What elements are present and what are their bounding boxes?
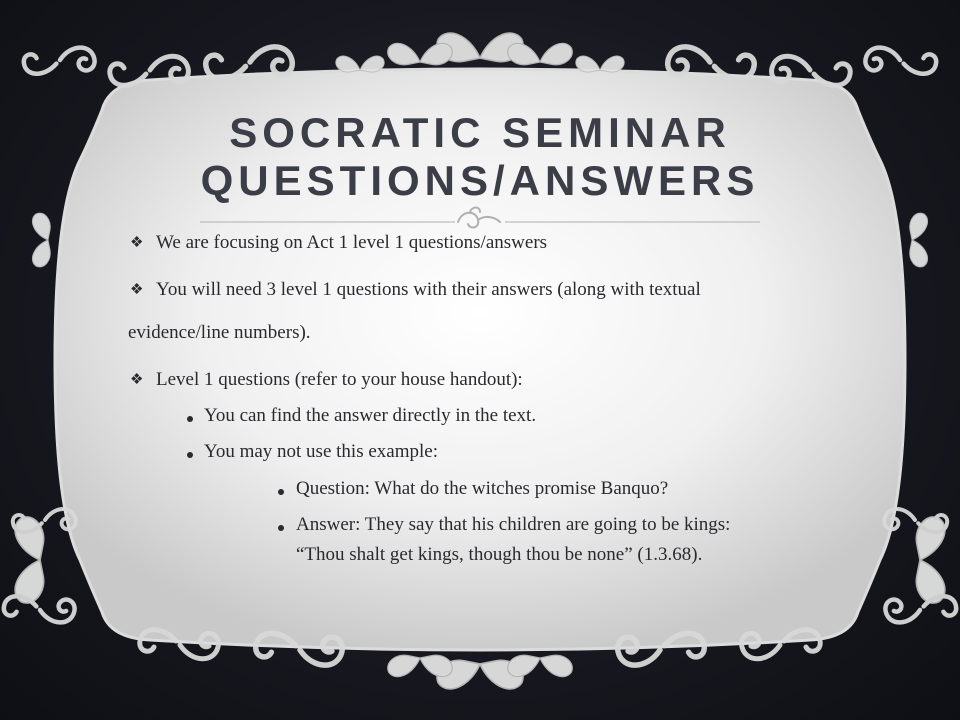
answer-text-line-2: “Thou shalt get kings, though thou be none” (1.3.68).	[296, 544, 703, 565]
round-dot-icon	[187, 416, 193, 422]
round-dot-icon	[278, 489, 284, 495]
slide-title-line-1: SOCRATIC SEMINAR	[229, 109, 731, 156]
four-petal-diamond-icon: ❖	[130, 372, 144, 388]
sub-bullet-1-text: You can find the answer directly in the text.	[204, 405, 537, 426]
sub-bullet-2-text: You may not use this example:	[204, 441, 438, 462]
answer-text-line-1: Answer: They say that his children are going to be kings:	[296, 514, 731, 535]
bullet-2-text-line-2: evidence/line numbers).	[128, 322, 311, 343]
slide-title-line-2: QUESTIONS/ANSWERS	[200, 157, 760, 204]
round-dot-icon	[187, 452, 193, 458]
four-petal-diamond-icon: ❖	[130, 235, 144, 251]
four-petal-diamond-icon: ❖	[130, 282, 144, 298]
bullet-3-text: Level 1 questions (refer to your house handout):	[156, 369, 523, 390]
bullet-1-text: We are focusing on Act 1 level 1 questions/answers	[156, 232, 548, 253]
round-dot-icon	[278, 525, 284, 531]
question-text: Question: What do the witches promise Banquo?	[296, 478, 669, 499]
bullet-2-text-line-1: You will need 3 level 1 questions with their answers (along with textual	[156, 279, 701, 300]
